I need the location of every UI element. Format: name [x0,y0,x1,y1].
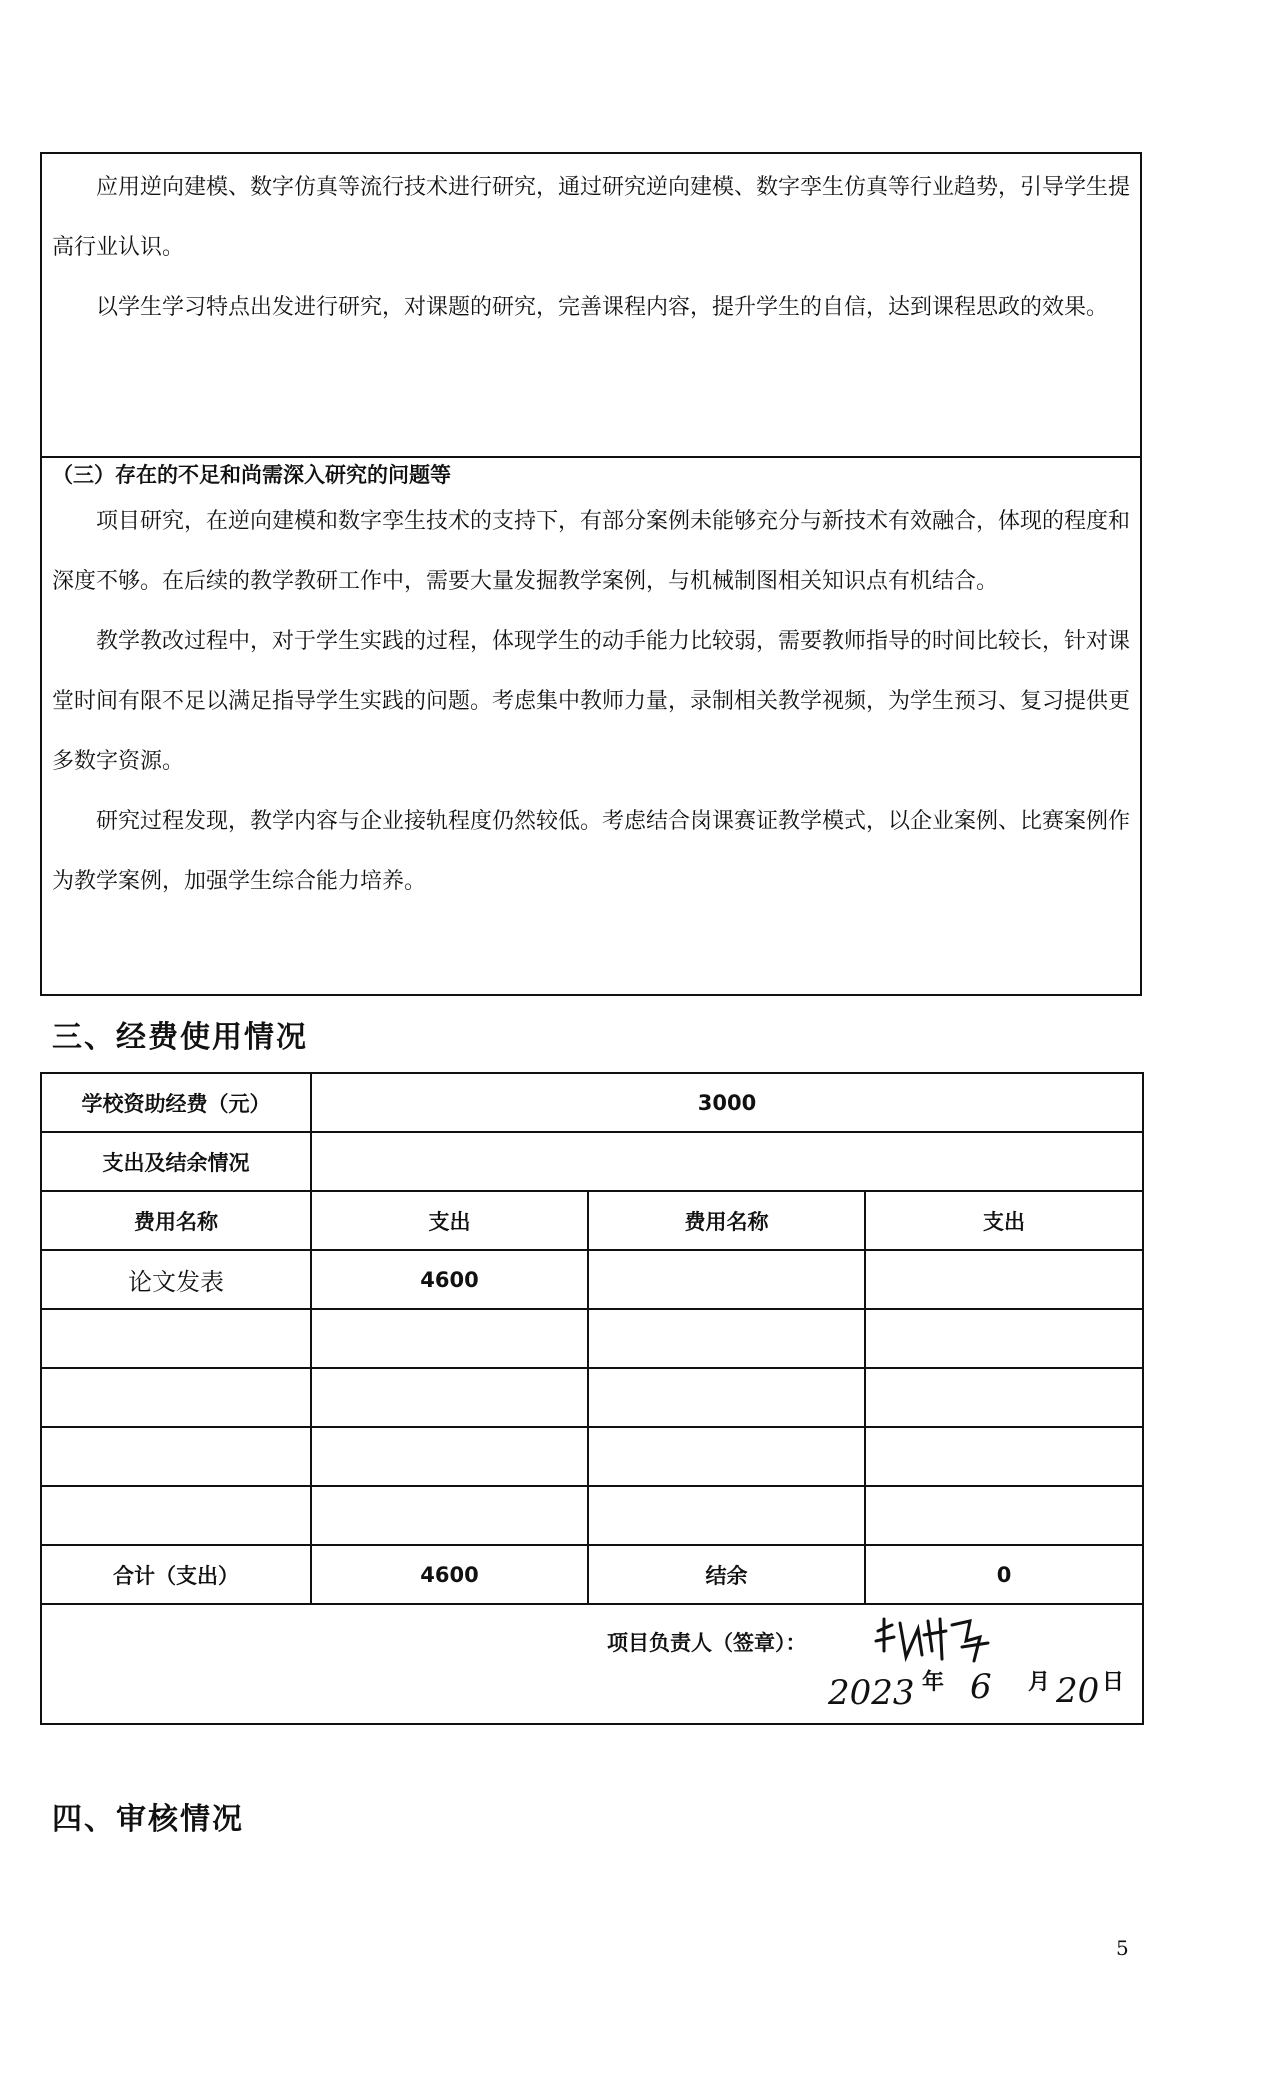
table-cell [588,1427,865,1486]
expense-name-cell: 论文发表 [41,1250,311,1309]
table-cell [865,1250,1143,1309]
paragraph: 应用逆向建模、数字仿真等流行技术进行研究，通过研究逆向建模、数字孪生仿真等行业趋势，引导学生提高行业认识。 [52,175,1131,260]
handwritten-day: 20 [1056,1671,1100,1711]
expense-value [311,1132,1143,1191]
paragraph: 项目研究，在逆向建模和数字孪生技术的支持下，有部分案例未能够充分与新技术有效融合，体现的程度和深度不够。在后续的教学教研工作中，需要大量发掘教学案例，与机械制图相关知识点有机结合。 [52,509,1131,594]
balance-value: 0 [865,1545,1143,1604]
table-row [41,1073,1143,1132]
table-header-row [41,1191,1143,1250]
table-cell [41,1486,311,1545]
paragraph: 以学生学习特点出发进行研究，对课题的研究，完善课程内容，提升学生的自信，达到课程思政的效果。 [96,295,1109,320]
funding-table [40,1072,1144,1725]
total-value: 4600 [311,1545,588,1604]
table-row [41,1250,1143,1309]
column-header: 费用名称 [588,1191,865,1250]
month-suffix: 月 [1028,1670,1051,1695]
paragraph: 研究过程发现，教学内容与企业接轨程度仍然较低。考虑结合岗课赛证教学模式，以企业案例、比赛案例作为教学案例，加强学生综合能力培养。 [52,809,1131,894]
table-cell [588,1309,865,1368]
column-header: 支出 [311,1191,588,1250]
table-cell [865,1368,1143,1427]
signature-row [41,1604,1143,1724]
table-row [41,1132,1143,1191]
table-cell [311,1368,588,1427]
handwritten-signature [870,1611,1000,1671]
paragraph: 教学教改过程中，对于学生实践的过程，体现学生的动手能力比较弱，需要教师指导的时间比较长，针对课堂时间有限不足以满足指导学生实践的问题。考虑集中教师力量，录制相关教学视频，为学生预习、复习提供更多数字资源。 [52,629,1131,774]
column-header: 费用名称 [41,1191,311,1250]
table-cell [41,1309,311,1368]
expense-label: 支出及结余情况 [41,1132,311,1191]
subsection-heading: （三）存在的不足和尚需深入研究的问题等 [52,463,451,487]
handwritten-year: 2023 [828,1673,915,1713]
table-cell [588,1486,865,1545]
funding-value: 3000 [311,1073,1143,1132]
section-title-funding: 三、经费使用情况 [52,1020,308,1055]
table-cell [311,1427,588,1486]
table-cell [865,1427,1143,1486]
table-row [41,1309,1143,1368]
page-number: 5 [1116,1936,1129,1960]
table-cell [41,1427,311,1486]
table-row [41,1368,1143,1427]
table-cell [41,1368,311,1427]
table-cell [311,1309,588,1368]
table-cell [865,1486,1143,1545]
expense-amount-cell: 4600 [311,1250,588,1309]
shortcomings-box [40,456,1142,996]
signer-label: 项目负责人（签章）： [607,1631,807,1655]
day-suffix: 日 [1102,1670,1125,1695]
year-suffix: 年 [922,1670,945,1695]
table-cell [588,1250,865,1309]
section-title-review: 四、审核情况 [52,1802,244,1837]
handwritten-month: 6 [970,1667,992,1707]
table-cell [311,1486,588,1545]
research-content-box [40,152,1142,458]
total-label: 合计（支出） [41,1545,311,1604]
column-header: 支出 [865,1191,1143,1250]
table-row [41,1486,1143,1545]
table-row [41,1427,1143,1486]
signature-cell [41,1604,1143,1724]
funding-label: 学校资助经费（元） [41,1073,311,1132]
table-cell [588,1368,865,1427]
table-cell [865,1309,1143,1368]
total-row [41,1545,1143,1604]
balance-label: 结余 [588,1545,865,1604]
